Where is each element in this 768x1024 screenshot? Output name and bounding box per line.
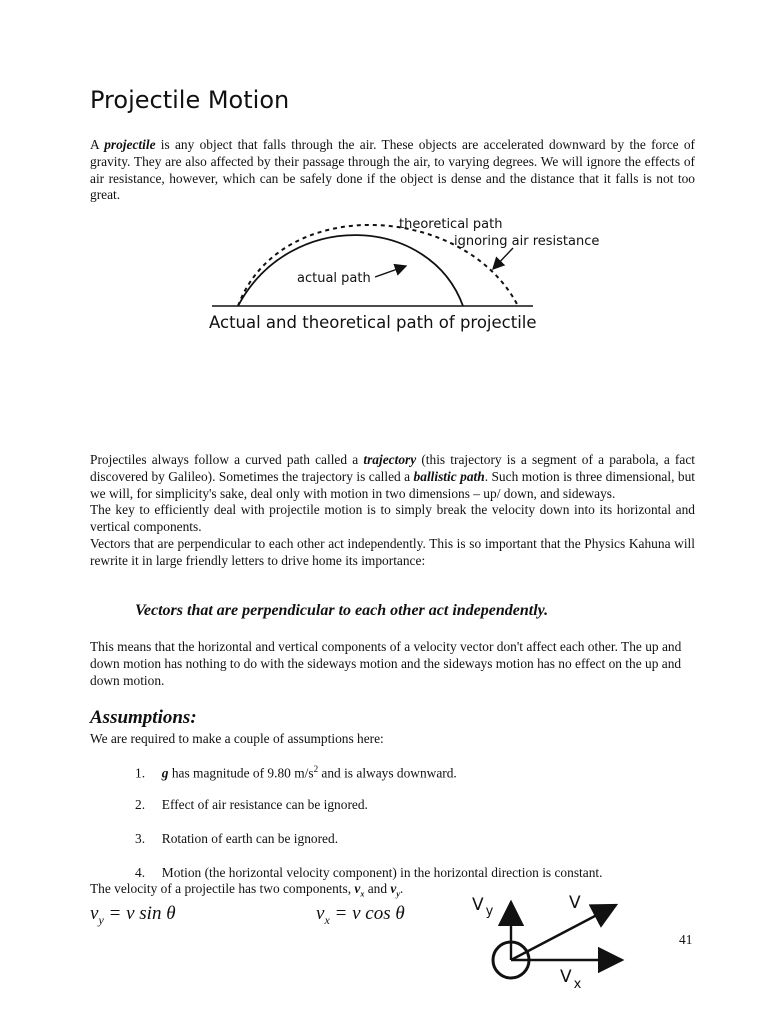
eq-vy-lhs: v bbox=[90, 903, 99, 924]
eq-vx-rhs: = v cos θ bbox=[329, 903, 405, 924]
item-text-a: has magnitude of 9.80 m/s bbox=[168, 765, 314, 781]
eq-vy-rhs: = v sin θ bbox=[103, 903, 176, 924]
intro-text: is any object that falls through the air. These objects are accelerated downward by the force of gravity. They are also affected by their passage through the air, to varying degrees. We will ignore the effects of air resistance, however, which can be safely done if the object is dense and the distance that it falls is not too great. bbox=[90, 137, 695, 203]
item-text: Motion (the horizontal velocity component) in the horizontal direction is constant. bbox=[161, 865, 603, 880]
assumptions-heading: Assumptions: bbox=[90, 707, 197, 728]
assumption-item-2 bbox=[135, 797, 368, 813]
intro-prefix: A bbox=[90, 137, 105, 152]
superscript-2: 2 bbox=[313, 764, 319, 774]
item-text: Effect of air resistance can be ignored. bbox=[161, 797, 368, 812]
item-number: 4. bbox=[135, 865, 146, 880]
theoretical-path-arrow bbox=[493, 248, 513, 269]
label-ignoring-air-resistance: ignoring air resistance bbox=[454, 234, 600, 249]
intro-paragraph bbox=[90, 137, 695, 204]
subscript-x: x bbox=[360, 889, 365, 899]
label-vy: V $_y$ bbox=[472, 895, 494, 919]
trajectory-paragraph bbox=[90, 452, 695, 502]
p1-text-b: (this trajectory is a segment of a parabola, a fact discovered by Galileo). Sometimes the trajectory is called a bbox=[90, 452, 695, 484]
assumption-item-1 bbox=[135, 764, 457, 781]
callout-statement: Vectors that are perpendicular to each other act independently. bbox=[135, 602, 549, 619]
term-ballistic-path: ballistic path bbox=[413, 468, 485, 484]
term-projectile: projectile bbox=[104, 137, 156, 152]
components-end: . bbox=[399, 881, 404, 896]
equation-vy bbox=[90, 903, 176, 928]
page-title: Projectile Motion bbox=[90, 86, 290, 114]
label-theoretical-path: theoretical path bbox=[399, 217, 503, 232]
item-text: Rotation of earth can be ignored. bbox=[161, 831, 339, 846]
p1-text-a: Projectiles always follow a curved path called a bbox=[90, 452, 364, 467]
explanation-paragraph: This means that the horizontal and vertical components of a velocity vector don't affect each other. The up and down motion has nothing to do with the sideways motion and the sideways motion has no effect on the up and down motion. bbox=[90, 639, 682, 688]
p1-text-c: . Such motion is three dimensional, but we will, for simplicity's sake, deal only with motion in two dimensions – up/ down, and sideways. bbox=[90, 468, 695, 501]
page-number: 41 bbox=[679, 932, 693, 947]
components-paragraph: The key to efficiently deal with projectile motion is to simply break the velocity down into its horizontal and vertical components. bbox=[90, 502, 695, 535]
label-v: V bbox=[569, 893, 581, 913]
eq-vx-sub: x bbox=[324, 912, 330, 927]
item-text-b: and is always downward. bbox=[318, 765, 457, 781]
eq-vy-sub: y bbox=[98, 912, 104, 927]
subscript-y: y bbox=[396, 889, 400, 899]
assumption-item-3 bbox=[135, 831, 338, 847]
independence-paragraph: Vectors that are perpendicular to each other act independently. This is so important that the Physics Kahuna will rewrite it in large friendly letters to drive home its importance: bbox=[90, 535, 695, 568]
vector-diagram bbox=[466, 888, 636, 1000]
symbol-vx: v bbox=[354, 881, 361, 896]
body-paragraphs bbox=[90, 452, 695, 570]
v-arrow bbox=[511, 905, 616, 960]
assumptions-lead: We are required to make a couple of assumptions here: bbox=[90, 731, 384, 746]
item-number: 2. bbox=[135, 797, 146, 812]
figure-caption: Actual and theoretical path of projectile bbox=[209, 313, 537, 332]
item-number: 1. bbox=[135, 765, 146, 781]
equation-vx bbox=[316, 903, 405, 928]
term-trajectory: trajectory bbox=[363, 452, 417, 467]
components-text: The velocity of a projectile has two components, bbox=[90, 881, 355, 896]
label-actual-path: actual path bbox=[297, 271, 371, 286]
trajectory-figure bbox=[200, 205, 600, 340]
eq-vx-lhs: v bbox=[316, 903, 325, 924]
item-number: 3. bbox=[135, 831, 146, 846]
assumption-item-4 bbox=[135, 865, 602, 881]
components-line bbox=[90, 881, 403, 899]
actual-path-arrow bbox=[375, 266, 406, 277]
symbol-vy: v bbox=[390, 881, 397, 896]
label-vx: V $_x$ bbox=[560, 967, 582, 992]
components-and: and bbox=[364, 881, 391, 896]
symbol-g: g bbox=[161, 765, 169, 781]
